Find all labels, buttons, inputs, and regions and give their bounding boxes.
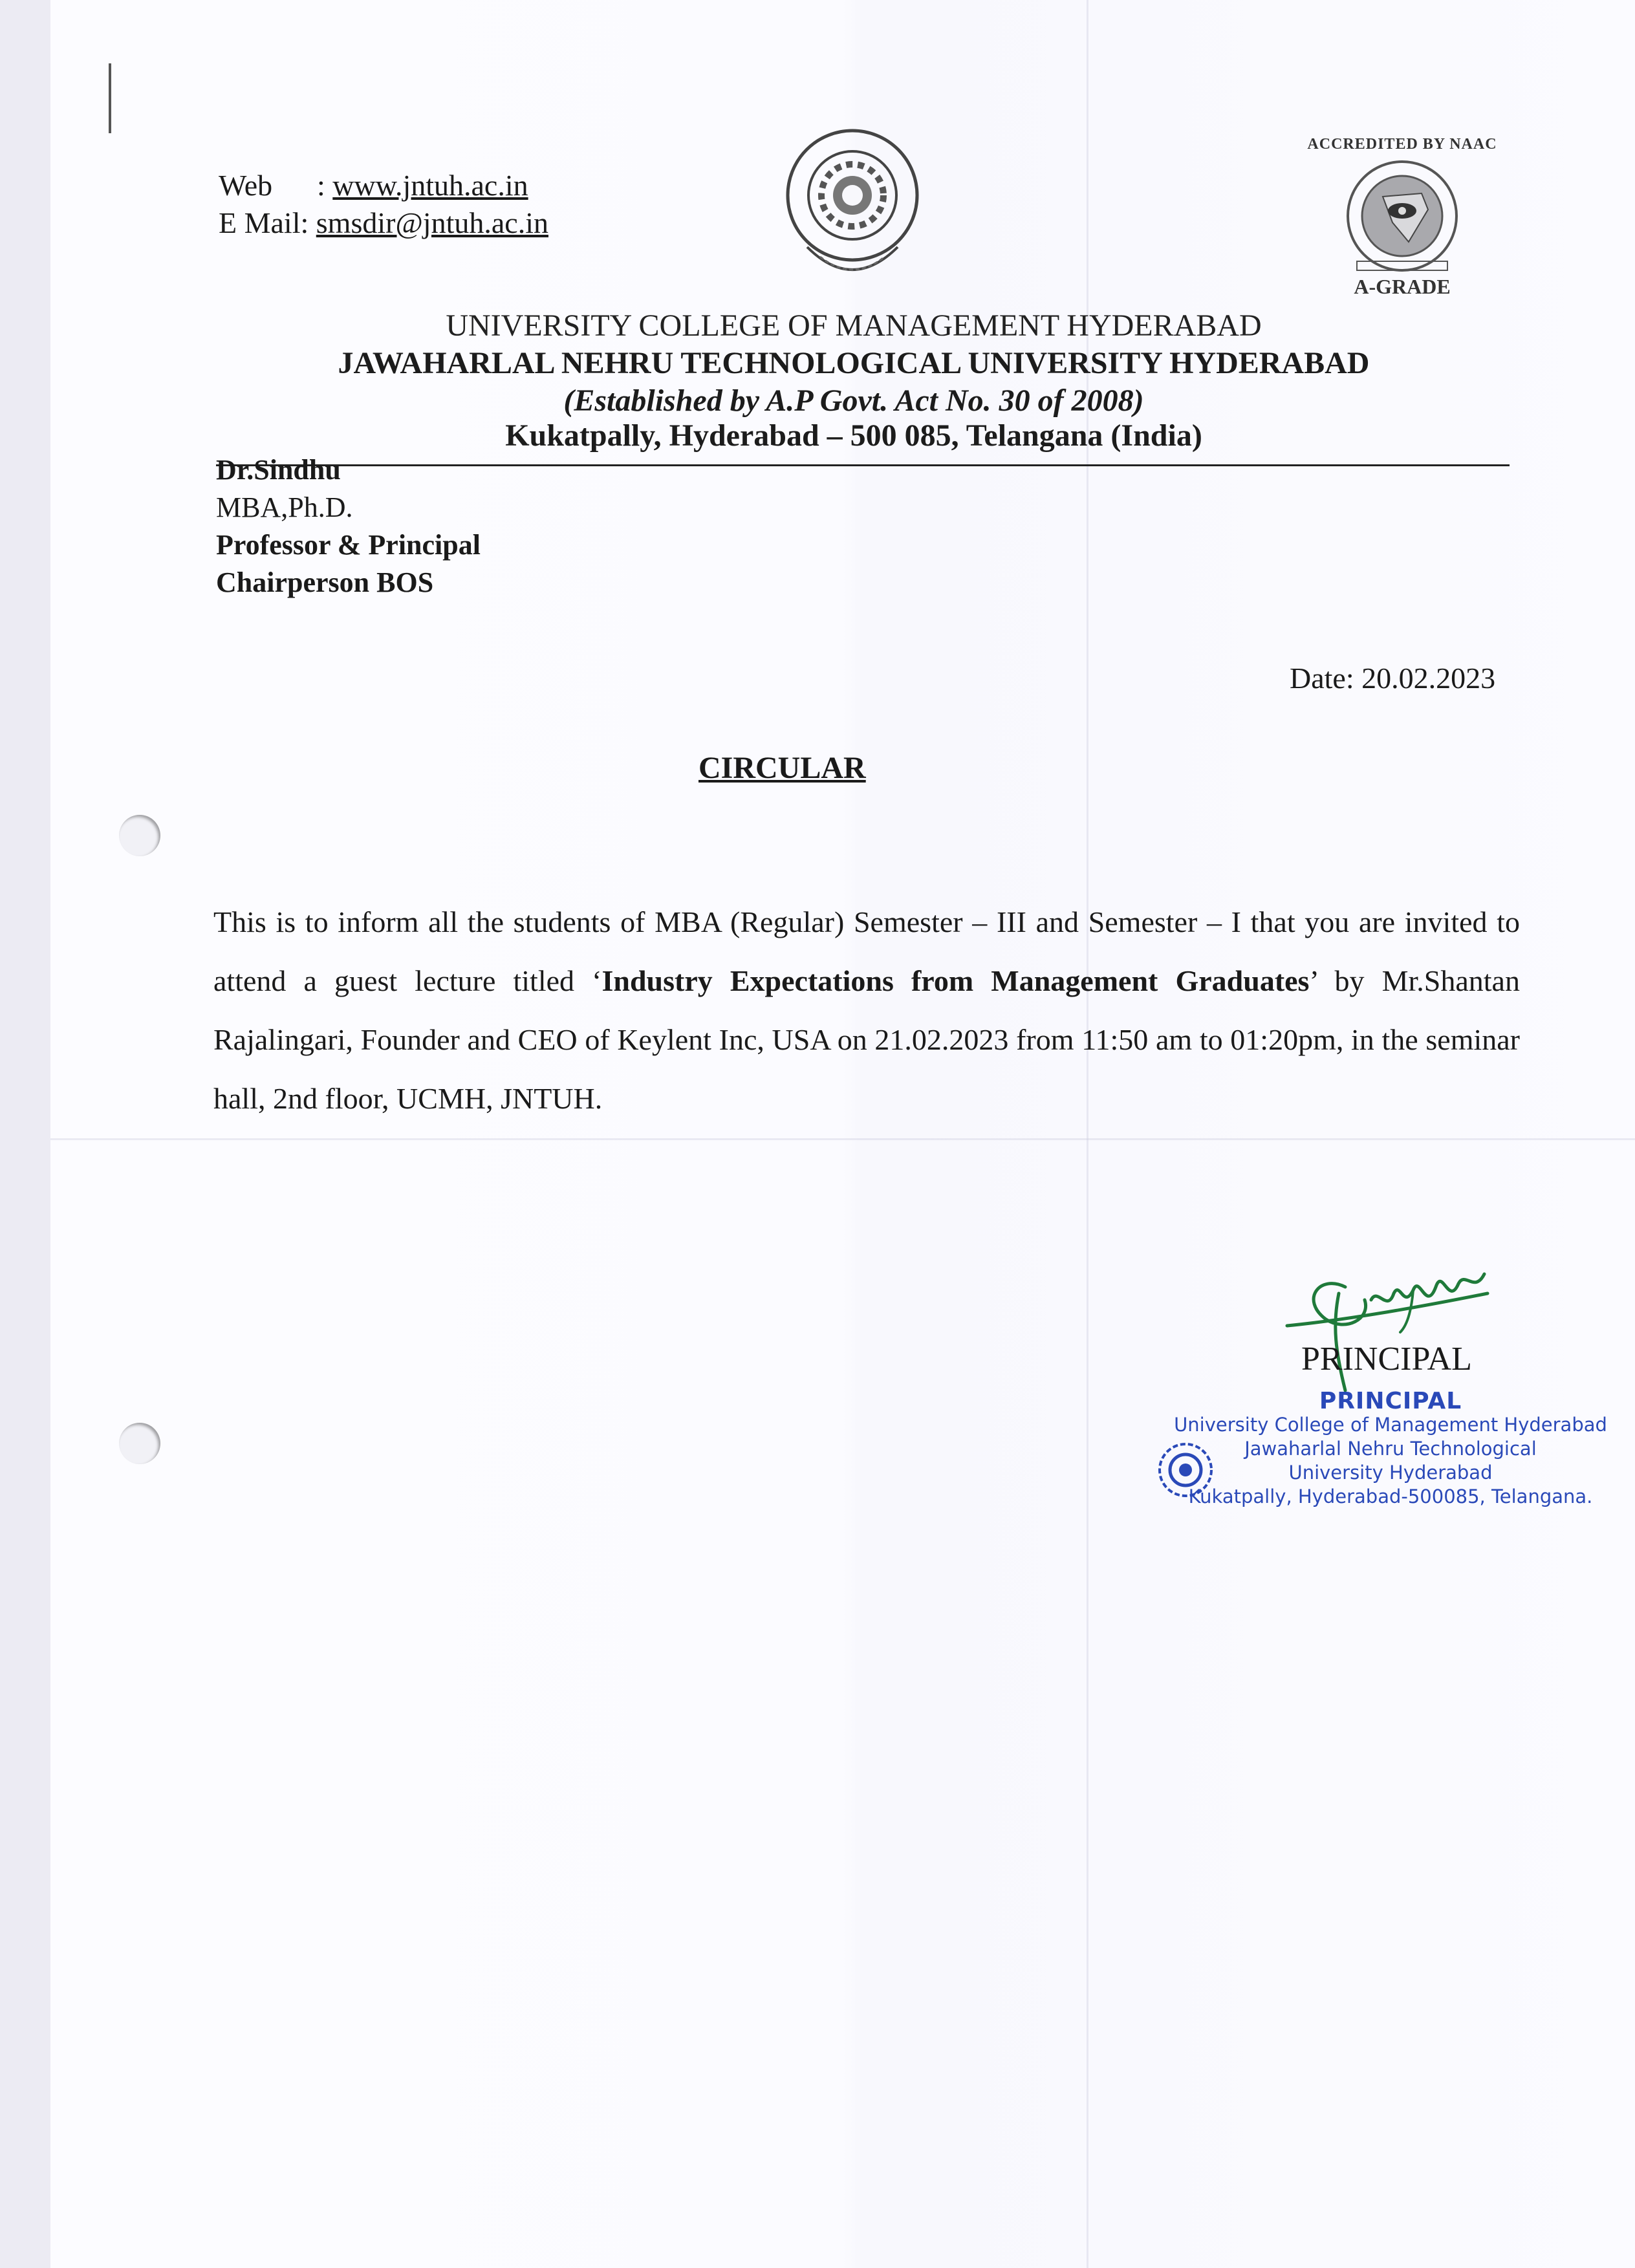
document-title: CIRCULAR: [698, 751, 866, 785]
email-label: E Mail:: [219, 206, 309, 239]
stamp-line: University College of Management Hyderabad: [1174, 1414, 1607, 1436]
stamp-title: PRINCIPAL: [1319, 1388, 1462, 1414]
sender-name: Dr.Sindhu: [216, 454, 341, 486]
sender-degrees: MBA,Ph.D.: [216, 491, 353, 523]
contact-block: [219, 167, 548, 242]
circular-body: [213, 892, 1520, 1128]
sender-designation-bos: Chairperson BOS: [216, 567, 434, 598]
university-name: JAWAHARLAL NEHRU TECHNOLOGICAL UNIVERSITY HYDERABAD: [338, 346, 1370, 380]
stamp-line: Jawaharlal Nehru Technological: [1244, 1438, 1537, 1460]
email-address: smsdir@jntuh.ac.in: [316, 206, 548, 239]
scan-edge: [0, 0, 50, 2268]
punch-hole: [119, 815, 160, 856]
naac-accreditation-logo: [1305, 136, 1499, 304]
stamp-line: Kukatpally, Hyderabad-500085, Telangana.: [1188, 1485, 1593, 1507]
circular-date: Date: 20.02.2023: [1290, 662, 1496, 695]
naac-grade: A-GRADE: [1354, 275, 1451, 298]
signatory-title: PRINCIPAL: [1301, 1341, 1472, 1377]
sender-designation: Professor & Principal: [216, 529, 481, 561]
stamp-line: University Hyderabad: [1288, 1462, 1493, 1484]
establishment-note: (Established by A.P Govt. Act No. 30 of 2008): [563, 383, 1144, 418]
fold-line-horizontal: [50, 1138, 1635, 1140]
web-label: Web: [219, 169, 273, 202]
principal-stamp: [1158, 1389, 1623, 1509]
sender-block: [216, 451, 481, 601]
pen-mark: [109, 63, 111, 133]
address-line: Kukatpally, Hyderabad – 500 085, Telangana (India): [505, 418, 1202, 453]
email-line: [219, 204, 548, 242]
university-seal-logo: [781, 124, 924, 286]
body-text-part2: ’ by Mr.Shantan Rajalingari, Founder and CEO of Keylent Inc, USA on 21.02.2023 from 11:50 am to 01:20pm, in the seminar hall, 2nd floor, UCMH, JNTUH.: [213, 964, 1520, 1115]
college-name: UNIVERSITY COLLEGE OF MANAGEMENT HYDERABAD: [446, 308, 1262, 343]
body-text-part1: This is to inform all the students of MBA (Regular) Semester – III and Semester – I that you are invited to attend a guest lecture titled ‘: [213, 905, 1520, 997]
naac-caption: ACCREDITED BY NAAC: [1307, 136, 1497, 153]
punch-hole: [119, 1423, 160, 1464]
web-separator: :: [317, 169, 333, 202]
web-line: [219, 167, 548, 204]
lecture-title: Industry Expectations from Management Graduates: [601, 964, 1310, 997]
web-url: www.jntuh.ac.in: [332, 169, 528, 202]
